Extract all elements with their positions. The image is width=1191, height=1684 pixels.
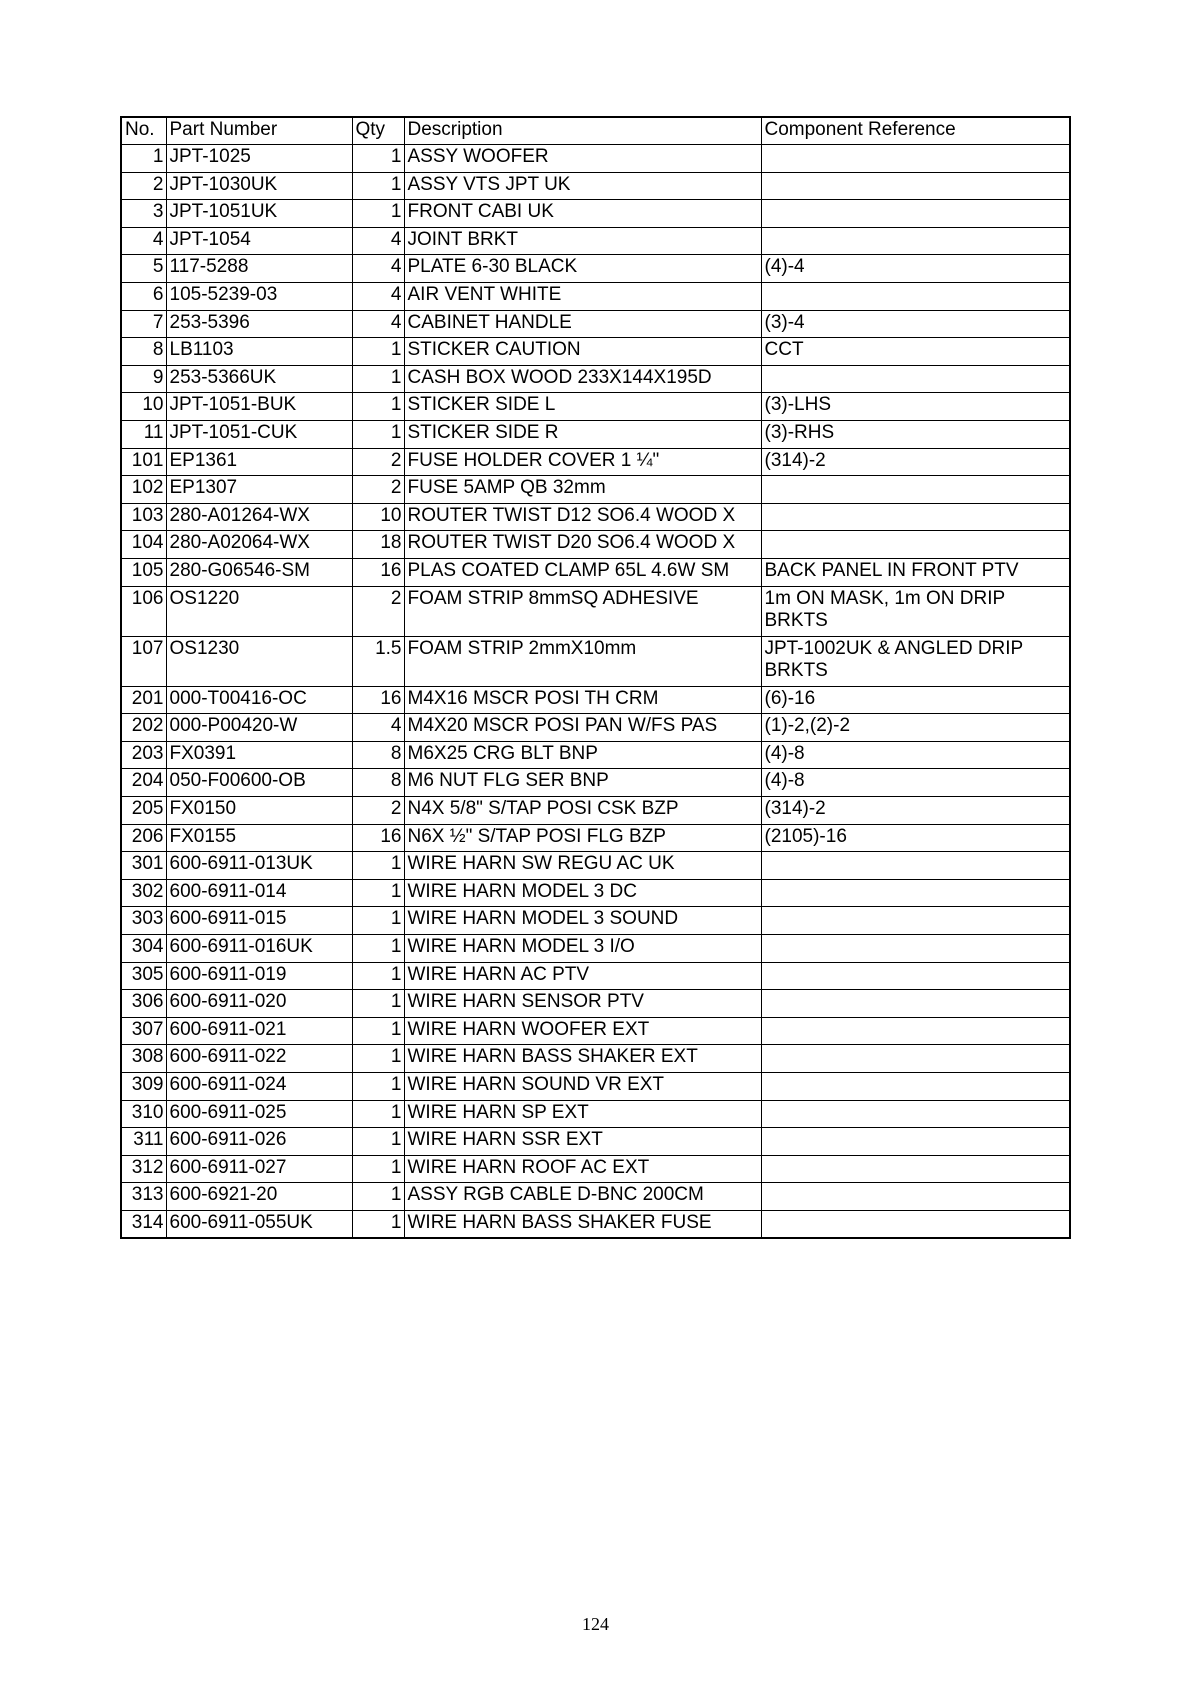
cell-component-reference: (6)-16 xyxy=(761,686,1070,714)
cell-description: CABINET HANDLE xyxy=(404,310,761,338)
cell-component-reference xyxy=(761,1100,1070,1128)
cell-description: FOAM STRIP 2mmX10mm xyxy=(404,636,761,686)
cell-component-reference xyxy=(761,476,1070,504)
cell-qty: 1 xyxy=(352,1017,404,1045)
cell-description: N4X 5/8" S/TAP POSI CSK BZP xyxy=(404,796,761,824)
cell-part-number: 600-6911-027 xyxy=(166,1155,352,1183)
cell-part-number: 600-6911-019 xyxy=(166,962,352,990)
cell-no: 303 xyxy=(121,907,166,935)
cell-description: WIRE HARN SOUND VR EXT xyxy=(404,1072,761,1100)
cell-no: 312 xyxy=(121,1155,166,1183)
cell-component-reference xyxy=(761,531,1070,559)
cell-part-number: JPT-1051UK xyxy=(166,200,352,228)
cell-qty: 1 xyxy=(352,879,404,907)
cell-qty: 1 xyxy=(352,1128,404,1156)
header-component-reference: Component Reference xyxy=(761,117,1070,145)
cell-description: N6X ½" S/TAP POSI FLG BZP xyxy=(404,824,761,852)
cell-description: WIRE HARN WOOFER EXT xyxy=(404,1017,761,1045)
cell-no: 106 xyxy=(121,586,166,636)
cell-qty: 1 xyxy=(352,1045,404,1073)
cell-part-number: 600-6911-014 xyxy=(166,879,352,907)
cell-no: 309 xyxy=(121,1072,166,1100)
cell-component-reference xyxy=(761,1017,1070,1045)
cell-no: 11 xyxy=(121,421,166,449)
cell-no: 1 xyxy=(121,145,166,173)
table-row xyxy=(121,1100,1070,1128)
cell-part-number: JPT-1051-CUK xyxy=(166,421,352,449)
table-row xyxy=(121,907,1070,935)
cell-description: ASSY WOOFER xyxy=(404,145,761,173)
cell-component-reference xyxy=(761,200,1070,228)
cell-qty: 1 xyxy=(352,1210,404,1238)
cell-part-number: 600-6921-20 xyxy=(166,1183,352,1211)
table-row xyxy=(121,741,1070,769)
cell-description: FRONT CABI UK xyxy=(404,200,761,228)
cell-no: 305 xyxy=(121,962,166,990)
cell-part-number: OS1220 xyxy=(166,586,352,636)
cell-no: 103 xyxy=(121,503,166,531)
cell-component-reference xyxy=(761,503,1070,531)
header-no: No. xyxy=(121,117,166,145)
cell-no: 204 xyxy=(121,769,166,797)
table-row xyxy=(121,559,1070,587)
cell-component-reference xyxy=(761,1210,1070,1238)
cell-component-reference xyxy=(761,852,1070,880)
cell-no: 102 xyxy=(121,476,166,504)
cell-part-number: 000-P00420-W xyxy=(166,714,352,742)
cell-no: 5 xyxy=(121,255,166,283)
parts-table-body xyxy=(121,145,1070,1238)
cell-part-number: 600-6911-022 xyxy=(166,1045,352,1073)
cell-no: 10 xyxy=(121,393,166,421)
cell-part-number: LB1103 xyxy=(166,338,352,366)
table-row xyxy=(121,714,1070,742)
cell-part-number: 253-5366UK xyxy=(166,365,352,393)
table-row xyxy=(121,586,1070,636)
cell-qty: 2 xyxy=(352,476,404,504)
table-row xyxy=(121,879,1070,907)
cell-qty: 16 xyxy=(352,686,404,714)
table-row xyxy=(121,393,1070,421)
table-row xyxy=(121,1210,1070,1238)
cell-description: ROUTER TWIST D20 SO6.4 WOOD X xyxy=(404,531,761,559)
cell-no: 306 xyxy=(121,990,166,1018)
cell-qty: 2 xyxy=(352,586,404,636)
cell-qty: 1 xyxy=(352,172,404,200)
cell-component-reference xyxy=(761,1072,1070,1100)
table-row xyxy=(121,1155,1070,1183)
cell-component-reference xyxy=(761,283,1070,311)
table-row xyxy=(121,283,1070,311)
table-row xyxy=(121,852,1070,880)
cell-component-reference xyxy=(761,145,1070,173)
table-row xyxy=(121,310,1070,338)
cell-component-reference xyxy=(761,879,1070,907)
table-row xyxy=(121,934,1070,962)
cell-qty: 18 xyxy=(352,531,404,559)
cell-qty: 1 xyxy=(352,990,404,1018)
table-row xyxy=(121,686,1070,714)
cell-description: M6X25 CRG BLT BNP xyxy=(404,741,761,769)
cell-component-reference xyxy=(761,1155,1070,1183)
cell-description: ASSY VTS JPT UK xyxy=(404,172,761,200)
cell-description: WIRE HARN BASS SHAKER EXT xyxy=(404,1045,761,1073)
table-row xyxy=(121,421,1070,449)
cell-description: PLAS COATED CLAMP 65L 4.6W SM xyxy=(404,559,761,587)
cell-description: WIRE HARN SP EXT xyxy=(404,1100,761,1128)
cell-part-number: 600-6911-016UK xyxy=(166,934,352,962)
cell-qty: 8 xyxy=(352,741,404,769)
cell-no: 202 xyxy=(121,714,166,742)
cell-no: 205 xyxy=(121,796,166,824)
cell-qty: 1 xyxy=(352,1100,404,1128)
cell-qty: 16 xyxy=(352,824,404,852)
table-row xyxy=(121,1017,1070,1045)
cell-qty: 4 xyxy=(352,714,404,742)
cell-component-reference: (3)-LHS xyxy=(761,393,1070,421)
cell-part-number: 280-G06546-SM xyxy=(166,559,352,587)
cell-component-reference xyxy=(761,990,1070,1018)
cell-part-number: 105-5239-03 xyxy=(166,283,352,311)
cell-description: WIRE HARN SENSOR PTV xyxy=(404,990,761,1018)
cell-component-reference: 1m ON MASK, 1m ON DRIP BRKTS xyxy=(761,586,1070,636)
cell-component-reference xyxy=(761,227,1070,255)
cell-no: 7 xyxy=(121,310,166,338)
cell-component-reference: (314)-2 xyxy=(761,448,1070,476)
cell-part-number: 600-6911-026 xyxy=(166,1128,352,1156)
cell-description: M4X16 MSCR POSI TH CRM xyxy=(404,686,761,714)
cell-qty: 8 xyxy=(352,769,404,797)
cell-component-reference: (3)-RHS xyxy=(761,421,1070,449)
cell-no: 304 xyxy=(121,934,166,962)
header-part-number: Part Number xyxy=(166,117,352,145)
cell-qty: 1 xyxy=(352,200,404,228)
cell-part-number: EP1361 xyxy=(166,448,352,476)
table-row xyxy=(121,145,1070,173)
cell-no: 8 xyxy=(121,338,166,366)
cell-component-reference xyxy=(761,934,1070,962)
cell-no: 201 xyxy=(121,686,166,714)
cell-component-reference xyxy=(761,172,1070,200)
table-row xyxy=(121,200,1070,228)
cell-description: FUSE 5AMP QB 32mm xyxy=(404,476,761,504)
cell-no: 101 xyxy=(121,448,166,476)
cell-qty: 4 xyxy=(352,283,404,311)
cell-part-number: 050-F00600-OB xyxy=(166,769,352,797)
cell-qty: 4 xyxy=(352,310,404,338)
cell-description: WIRE HARN MODEL 3 I/O xyxy=(404,934,761,962)
cell-component-reference xyxy=(761,1045,1070,1073)
cell-qty: 2 xyxy=(352,448,404,476)
cell-no: 310 xyxy=(121,1100,166,1128)
cell-qty: 1 xyxy=(352,1183,404,1211)
cell-description: M6 NUT FLG SER BNP xyxy=(404,769,761,797)
cell-qty: 16 xyxy=(352,559,404,587)
table-row xyxy=(121,255,1070,283)
table-row xyxy=(121,962,1070,990)
cell-description: STICKER CAUTION xyxy=(404,338,761,366)
cell-part-number: 600-6911-020 xyxy=(166,990,352,1018)
cell-no: 2 xyxy=(121,172,166,200)
cell-component-reference xyxy=(761,365,1070,393)
cell-description: WIRE HARN BASS SHAKER FUSE xyxy=(404,1210,761,1238)
cell-description: JOINT BRKT xyxy=(404,227,761,255)
table-row xyxy=(121,476,1070,504)
cell-component-reference: (314)-2 xyxy=(761,796,1070,824)
cell-component-reference xyxy=(761,1128,1070,1156)
cell-qty: 4 xyxy=(352,227,404,255)
cell-qty: 1 xyxy=(352,365,404,393)
table-row xyxy=(121,990,1070,1018)
table-row xyxy=(121,531,1070,559)
table-header-row xyxy=(121,117,1070,145)
cell-qty: 1 xyxy=(352,907,404,935)
table-row xyxy=(121,636,1070,686)
cell-qty: 4 xyxy=(352,255,404,283)
cell-part-number: 280-A02064-WX xyxy=(166,531,352,559)
table-row xyxy=(121,227,1070,255)
cell-part-number: 600-6911-055UK xyxy=(166,1210,352,1238)
cell-qty: 2 xyxy=(352,796,404,824)
table-row xyxy=(121,796,1070,824)
cell-part-number: JPT-1030UK xyxy=(166,172,352,200)
cell-no: 203 xyxy=(121,741,166,769)
cell-description: WIRE HARN MODEL 3 DC xyxy=(404,879,761,907)
cell-description: ASSY RGB CABLE D-BNC 200CM xyxy=(404,1183,761,1211)
cell-component-reference: CCT xyxy=(761,338,1070,366)
cell-description: WIRE HARN SSR EXT xyxy=(404,1128,761,1156)
cell-component-reference: (2105)-16 xyxy=(761,824,1070,852)
cell-no: 4 xyxy=(121,227,166,255)
cell-description: ROUTER TWIST D12 SO6.4 WOOD X xyxy=(404,503,761,531)
cell-description: FUSE HOLDER COVER 1 ¼" xyxy=(404,448,761,476)
cell-no: 6 xyxy=(121,283,166,311)
cell-no: 3 xyxy=(121,200,166,228)
cell-part-number: 600-6911-024 xyxy=(166,1072,352,1100)
cell-qty: 1 xyxy=(352,962,404,990)
page-number: 124 xyxy=(582,1614,609,1634)
cell-part-number: 280-A01264-WX xyxy=(166,503,352,531)
cell-part-number: FX0150 xyxy=(166,796,352,824)
cell-no: 107 xyxy=(121,636,166,686)
cell-no: 301 xyxy=(121,852,166,880)
cell-part-number: 600-6911-025 xyxy=(166,1100,352,1128)
cell-part-number: 600-6911-015 xyxy=(166,907,352,935)
cell-component-reference: (4)-8 xyxy=(761,741,1070,769)
cell-description: WIRE HARN MODEL 3 SOUND xyxy=(404,907,761,935)
cell-no: 313 xyxy=(121,1183,166,1211)
cell-no: 9 xyxy=(121,365,166,393)
cell-qty: 1 xyxy=(352,338,404,366)
cell-description: WIRE HARN ROOF AC EXT xyxy=(404,1155,761,1183)
cell-no: 302 xyxy=(121,879,166,907)
table-row xyxy=(121,1183,1070,1211)
cell-component-reference: (4)-8 xyxy=(761,769,1070,797)
cell-qty: 10 xyxy=(352,503,404,531)
cell-part-number: JPT-1051-BUK xyxy=(166,393,352,421)
table-row xyxy=(121,1072,1070,1100)
table-row xyxy=(121,1128,1070,1156)
cell-qty: 1 xyxy=(352,1155,404,1183)
cell-description: STICKER SIDE R xyxy=(404,421,761,449)
cell-no: 307 xyxy=(121,1017,166,1045)
cell-part-number: 253-5396 xyxy=(166,310,352,338)
cell-description: PLATE 6-30 BLACK xyxy=(404,255,761,283)
cell-component-reference: BACK PANEL IN FRONT PTV xyxy=(761,559,1070,587)
cell-component-reference xyxy=(761,1183,1070,1211)
cell-component-reference: (4)-4 xyxy=(761,255,1070,283)
cell-description: STICKER SIDE L xyxy=(404,393,761,421)
cell-part-number: 117-5288 xyxy=(166,255,352,283)
table-row xyxy=(121,172,1070,200)
cell-no: 104 xyxy=(121,531,166,559)
cell-description: WIRE HARN AC PTV xyxy=(404,962,761,990)
table-row xyxy=(121,338,1070,366)
cell-no: 105 xyxy=(121,559,166,587)
cell-qty: 1 xyxy=(352,421,404,449)
cell-part-number: FX0155 xyxy=(166,824,352,852)
cell-qty: 1 xyxy=(352,1072,404,1100)
cell-no: 314 xyxy=(121,1210,166,1238)
cell-description: CASH BOX WOOD 233X144X195D xyxy=(404,365,761,393)
cell-no: 308 xyxy=(121,1045,166,1073)
cell-description: AIR VENT WHITE xyxy=(404,283,761,311)
cell-component-reference xyxy=(761,907,1070,935)
cell-part-number: 600-6911-021 xyxy=(166,1017,352,1045)
cell-no: 311 xyxy=(121,1128,166,1156)
table-row xyxy=(121,1045,1070,1073)
cell-description: M4X20 MSCR POSI PAN W/FS PAS xyxy=(404,714,761,742)
cell-description: WIRE HARN SW REGU AC UK xyxy=(404,852,761,880)
cell-part-number: OS1230 xyxy=(166,636,352,686)
cell-qty: 1 xyxy=(352,145,404,173)
cell-no: 206 xyxy=(121,824,166,852)
header-qty: Qty xyxy=(352,117,404,145)
table-row xyxy=(121,503,1070,531)
cell-component-reference: (1)-2,(2)-2 xyxy=(761,714,1070,742)
cell-description: FOAM STRIP 8mmSQ ADHESIVE xyxy=(404,586,761,636)
cell-qty: 1 xyxy=(352,393,404,421)
table-row xyxy=(121,448,1070,476)
cell-part-number: FX0391 xyxy=(166,741,352,769)
cell-part-number: 000-T00416-OC xyxy=(166,686,352,714)
cell-part-number: JPT-1054 xyxy=(166,227,352,255)
cell-part-number: EP1307 xyxy=(166,476,352,504)
parts-list-table xyxy=(120,116,1071,1239)
cell-qty: 1 xyxy=(352,852,404,880)
cell-component-reference: (3)-4 xyxy=(761,310,1070,338)
table-row xyxy=(121,824,1070,852)
header-description: Description xyxy=(404,117,761,145)
table-row xyxy=(121,769,1070,797)
table-row xyxy=(121,365,1070,393)
cell-component-reference: JPT-1002UK & ANGLED DRIP BRKTS xyxy=(761,636,1070,686)
cell-part-number: 600-6911-013UK xyxy=(166,852,352,880)
cell-qty: 1.5 xyxy=(352,636,404,686)
cell-part-number: JPT-1025 xyxy=(166,145,352,173)
cell-qty: 1 xyxy=(352,934,404,962)
cell-component-reference xyxy=(761,962,1070,990)
